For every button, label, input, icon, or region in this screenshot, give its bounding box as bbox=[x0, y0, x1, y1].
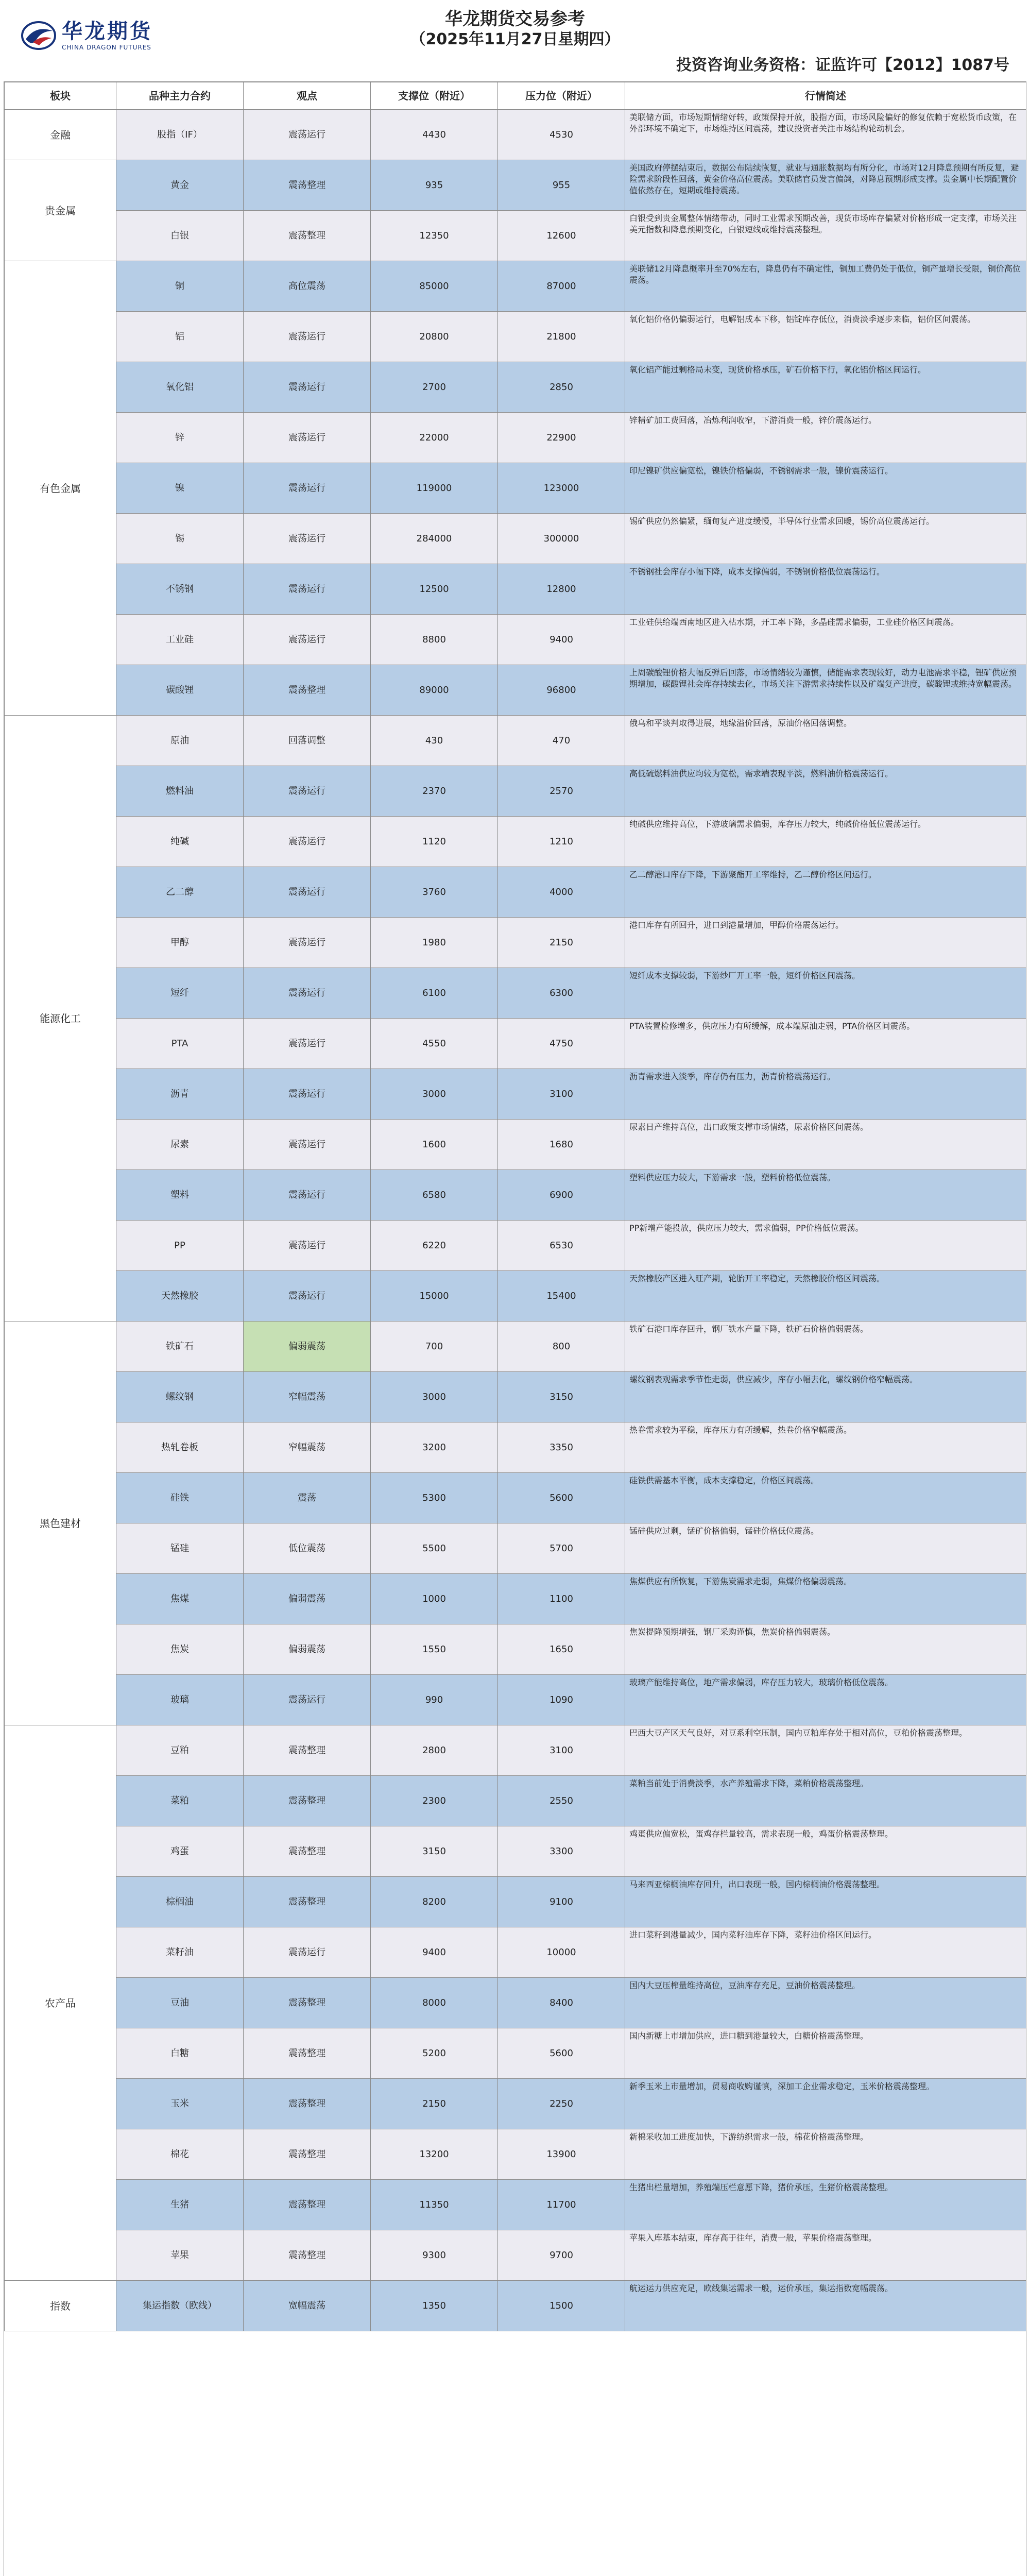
contract-cell: 氧化铝 bbox=[116, 362, 244, 413]
view-cell: 震荡运行 bbox=[244, 1927, 371, 1978]
contract-cell: 天然橡胶 bbox=[116, 1271, 244, 1321]
view-cell: 宽幅震荡 bbox=[244, 2281, 371, 2331]
support-cell: 1120 bbox=[371, 817, 498, 867]
contract-cell: 棉花 bbox=[116, 2129, 244, 2180]
description-cell: 港口库存有所回升，进口到港量增加，甲醇价格震荡运行。 bbox=[625, 918, 1026, 968]
contract-cell: 螺纹钢 bbox=[116, 1372, 244, 1422]
description-cell: 玻璃产能维持高位，地产需求偏弱，库存压力较大，玻璃价格低位震荡。 bbox=[625, 1675, 1026, 1725]
resistance-cell: 12600 bbox=[498, 211, 625, 261]
contract-cell: 棕榈油 bbox=[116, 1877, 244, 1927]
resistance-cell: 300000 bbox=[498, 514, 625, 564]
description-cell: 铁矿石港口库存回升，钢厂铁水产量下降，铁矿石价格偏弱震荡。 bbox=[625, 1321, 1026, 1372]
resistance-cell: 4750 bbox=[498, 1019, 625, 1069]
table-row bbox=[5, 615, 1026, 665]
table-row bbox=[5, 1422, 1026, 1473]
resistance-cell: 21800 bbox=[498, 312, 625, 362]
header-resistance: 压力位（附近） bbox=[498, 82, 625, 110]
description-cell: 上周碳酸锂价格大幅反弹后回落，市场情绪较为谨慎，储能需求表现较好，动力电池需求平稳，锂矿供应预期增加，碳酸锂社会库存持续去化，市场关注下游需求持续性以及矿端复产进度，碳酸锂或维持宽幅震荡。 bbox=[625, 665, 1026, 716]
contract-cell: 硅铁 bbox=[116, 1473, 244, 1523]
view-cell: 震荡运行 bbox=[244, 867, 371, 918]
view-cell: 震荡整理 bbox=[244, 1826, 371, 1877]
view-cell: 震荡整理 bbox=[244, 211, 371, 261]
support-cell: 2150 bbox=[371, 2079, 498, 2129]
document-date: （2025年11月27日星期四） bbox=[410, 30, 620, 48]
view-cell: 低位震荡 bbox=[244, 1523, 371, 1574]
table-row bbox=[5, 312, 1026, 362]
sector-cell: 贵金属 bbox=[5, 160, 116, 261]
resistance-cell: 5600 bbox=[498, 2028, 625, 2079]
header bbox=[0, 0, 1030, 82]
support-cell: 5300 bbox=[371, 1473, 498, 1523]
resistance-cell: 5700 bbox=[498, 1523, 625, 1574]
support-cell: 284000 bbox=[371, 514, 498, 564]
support-cell: 9300 bbox=[371, 2230, 498, 2281]
description-cell: 进口菜籽到港量减少，国内菜籽油库存下降，菜籽油价格区间运行。 bbox=[625, 1927, 1026, 1978]
contract-cell: 碳酸锂 bbox=[116, 665, 244, 716]
contract-cell: 白糖 bbox=[116, 2028, 244, 2079]
table-row bbox=[5, 1978, 1026, 2028]
description-cell: 国内新糖上市增加供应，进口糖到港量较大，白糖价格震荡整理。 bbox=[625, 2028, 1026, 2079]
support-cell: 3000 bbox=[371, 1069, 498, 1120]
resistance-cell: 123000 bbox=[498, 463, 625, 514]
table-row bbox=[5, 362, 1026, 413]
view-cell: 震荡整理 bbox=[244, 665, 371, 716]
support-cell: 13200 bbox=[371, 2129, 498, 2180]
description-cell: 尿素日产维持高位，出口政策支撑市场情绪，尿素价格区间震荡。 bbox=[625, 1120, 1026, 1170]
description-cell: 美联储12月降息概率升至70%左右，降息仍有不确定性，铜加工费仍处于低位，铜产量增长受限，铜价高位震荡。 bbox=[625, 261, 1026, 312]
support-cell: 700 bbox=[371, 1321, 498, 1372]
support-cell: 6220 bbox=[371, 1221, 498, 1271]
contract-cell: 乙二醇 bbox=[116, 867, 244, 918]
resistance-cell: 4530 bbox=[498, 110, 625, 160]
view-cell: 震荡运行 bbox=[244, 463, 371, 514]
contract-cell: 黄金 bbox=[116, 160, 244, 211]
contract-cell: 生猪 bbox=[116, 2180, 244, 2230]
table-row bbox=[5, 514, 1026, 564]
support-cell: 3150 bbox=[371, 1826, 498, 1877]
support-cell: 6100 bbox=[371, 968, 498, 1019]
contract-cell: 燃料油 bbox=[116, 766, 244, 817]
support-cell: 12350 bbox=[371, 211, 498, 261]
resistance-cell: 2570 bbox=[498, 766, 625, 817]
description-cell: 工业硅供给端西南地区进入枯水期，开工率下降，多晶硅需求偏弱，工业硅价格区间震荡。 bbox=[625, 615, 1026, 665]
table-row bbox=[5, 716, 1026, 766]
view-cell: 震荡运行 bbox=[244, 615, 371, 665]
description-cell: 美联储方面，市场短期情绪好转，政策保持开放，股指方面，市场风险偏好的修复依赖于宽松货币政策，在外部环境不确定下，市场维持区间震荡，建议投资者关注市场结构轮动机会。 bbox=[625, 110, 1026, 160]
contract-cell: 玻璃 bbox=[116, 1675, 244, 1725]
support-cell: 22000 bbox=[371, 413, 498, 463]
resistance-cell: 6900 bbox=[498, 1170, 625, 1221]
contract-cell: 苹果 bbox=[116, 2230, 244, 2281]
table-row bbox=[5, 261, 1026, 312]
view-cell: 高位震荡 bbox=[244, 261, 371, 312]
view-cell: 震荡运行 bbox=[244, 766, 371, 817]
resistance-cell: 15400 bbox=[498, 1271, 625, 1321]
table-row bbox=[5, 211, 1026, 261]
support-cell: 119000 bbox=[371, 463, 498, 514]
contract-cell: 铁矿石 bbox=[116, 1321, 244, 1372]
view-cell: 震荡整理 bbox=[244, 2079, 371, 2129]
table-row bbox=[5, 1372, 1026, 1422]
resistance-cell: 6530 bbox=[498, 1221, 625, 1271]
table-row bbox=[5, 2079, 1026, 2129]
support-cell: 8200 bbox=[371, 1877, 498, 1927]
logo-english-name: CHINA DRAGON FUTURES bbox=[62, 44, 151, 51]
description-cell: 菜粕当前处于消费淡季，水产养殖需求下降，菜粕价格震荡整理。 bbox=[625, 1776, 1026, 1826]
sector-cell: 黑色建材 bbox=[5, 1321, 116, 1725]
header-support: 支撑位（附近） bbox=[371, 82, 498, 110]
resistance-cell: 3150 bbox=[498, 1372, 625, 1422]
description-cell: 氧化铝价格仍偏弱运行，电解铝成本下移，铝锭库存低位，消费淡季逐步来临，铝价区间震荡。 bbox=[625, 312, 1026, 362]
support-cell: 11350 bbox=[371, 2180, 498, 2230]
view-cell: 震荡整理 bbox=[244, 2180, 371, 2230]
view-cell: 震荡运行 bbox=[244, 564, 371, 615]
view-cell: 震荡整理 bbox=[244, 1725, 371, 1776]
table-row bbox=[5, 1725, 1026, 1776]
contract-cell: 玉米 bbox=[116, 2079, 244, 2129]
resistance-cell: 9700 bbox=[498, 2230, 625, 2281]
contract-cell: 工业硅 bbox=[116, 615, 244, 665]
contract-cell: 焦炭 bbox=[116, 1624, 244, 1675]
table-row bbox=[5, 968, 1026, 1019]
contract-cell: 尿素 bbox=[116, 1120, 244, 1170]
contract-cell: 原油 bbox=[116, 716, 244, 766]
support-cell: 8800 bbox=[371, 615, 498, 665]
table-row bbox=[5, 1776, 1026, 1826]
contract-cell: 鸡蛋 bbox=[116, 1826, 244, 1877]
resistance-cell: 1090 bbox=[498, 1675, 625, 1725]
table-row bbox=[5, 564, 1026, 615]
resistance-cell: 1210 bbox=[498, 817, 625, 867]
view-cell: 窄幅震荡 bbox=[244, 1422, 371, 1473]
reference-table bbox=[4, 81, 1026, 2576]
resistance-cell: 3100 bbox=[498, 1725, 625, 1776]
resistance-cell: 2850 bbox=[498, 362, 625, 413]
table-header-row bbox=[5, 82, 1026, 110]
description-cell: 焦炭提降预期增强，钢厂采购谨慎，焦炭价格偏弱震荡。 bbox=[625, 1624, 1026, 1675]
resistance-cell: 2150 bbox=[498, 918, 625, 968]
description-cell: 新季玉米上市量增加，贸易商收购谨慎，深加工企业需求稳定，玉米价格震荡整理。 bbox=[625, 2079, 1026, 2129]
support-cell: 2800 bbox=[371, 1725, 498, 1776]
view-cell: 震荡运行 bbox=[244, 1221, 371, 1271]
table-row bbox=[5, 766, 1026, 817]
table-row bbox=[5, 1473, 1026, 1523]
description-cell: 马来西亚棕榈油库存回升，出口表现一般，国内棕榈油价格震荡整理。 bbox=[625, 1877, 1026, 1927]
support-cell: 20800 bbox=[371, 312, 498, 362]
table-row bbox=[5, 2028, 1026, 2079]
support-cell: 85000 bbox=[371, 261, 498, 312]
view-cell: 震荡运行 bbox=[244, 1271, 371, 1321]
contract-cell: 锡 bbox=[116, 514, 244, 564]
contract-cell: 股指（IF） bbox=[116, 110, 244, 160]
support-cell: 5500 bbox=[371, 1523, 498, 1574]
resistance-cell: 5600 bbox=[498, 1473, 625, 1523]
table-row bbox=[5, 1574, 1026, 1624]
contract-cell: 锰硅 bbox=[116, 1523, 244, 1574]
description-cell: 锌精矿加工费回落，冶炼利润收窄，下游消费一般，锌价震荡运行。 bbox=[625, 413, 1026, 463]
description-cell: 白银受到贵金属整体情绪带动，同时工业需求预期改善，现货市场库存偏紧对价格形成一定支撑，市场关注美元指数和降息预期变化，白银短线或维持震荡整理。 bbox=[625, 211, 1026, 261]
description-cell: 天然橡胶产区进入旺产期，轮胎开工率稳定，天然橡胶价格区间震荡。 bbox=[625, 1271, 1026, 1321]
description-cell: 螺纹钢表观需求季节性走弱，供应减少，库存小幅去化，螺纹钢价格窄幅震荡。 bbox=[625, 1372, 1026, 1422]
view-cell: 震荡整理 bbox=[244, 1877, 371, 1927]
table-row bbox=[5, 1221, 1026, 1271]
view-cell: 震荡运行 bbox=[244, 1069, 371, 1120]
description-cell: 俄乌和平谈判取得进展，地缘溢价回落，原油价格回落调整。 bbox=[625, 716, 1026, 766]
table-row bbox=[5, 1019, 1026, 1069]
view-cell: 震荡整理 bbox=[244, 2230, 371, 2281]
resistance-cell: 13900 bbox=[498, 2129, 625, 2180]
table-row bbox=[5, 1120, 1026, 1170]
description-cell: 美国政府停摆结束后，数据公布陆续恢复，就业与通胀数据均有所分化，市场对12月降息预期有所反复，避险需求阶段性回落，黄金价格高位震荡。美联储官员发言偏鸽，对降息预期形成支撑。贵金属中长期配置价值依然存在，短期或维持震荡。 bbox=[625, 160, 1026, 211]
view-cell: 回落调整 bbox=[244, 716, 371, 766]
header-description: 行情简述 bbox=[625, 82, 1026, 110]
view-cell: 震荡运行 bbox=[244, 918, 371, 968]
support-cell: 1550 bbox=[371, 1624, 498, 1675]
resistance-cell: 8400 bbox=[498, 1978, 625, 2028]
header-sector: 板块 bbox=[5, 82, 116, 110]
table-row bbox=[5, 1069, 1026, 1120]
table-row bbox=[5, 867, 1026, 918]
contract-cell: 热轧卷板 bbox=[116, 1422, 244, 1473]
view-cell: 震荡整理 bbox=[244, 1776, 371, 1826]
description-cell: 高低硫燃料油供应均较为宽松，需求端表现平淡，燃料油价格震荡运行。 bbox=[625, 766, 1026, 817]
logo-chinese-name: 华龙期货 bbox=[62, 20, 152, 43]
resistance-cell: 87000 bbox=[498, 261, 625, 312]
contract-cell: 不锈钢 bbox=[116, 564, 244, 615]
view-cell: 偏弱震荡 bbox=[244, 1321, 371, 1372]
view-cell: 窄幅震荡 bbox=[244, 1372, 371, 1422]
view-cell: 震荡整理 bbox=[244, 2129, 371, 2180]
table-row bbox=[5, 1271, 1026, 1321]
table-row bbox=[5, 1624, 1026, 1675]
header-view: 观点 bbox=[244, 82, 371, 110]
resistance-cell: 6300 bbox=[498, 968, 625, 1019]
resistance-cell: 12800 bbox=[498, 564, 625, 615]
contract-cell: 铝 bbox=[116, 312, 244, 362]
support-cell: 3200 bbox=[371, 1422, 498, 1473]
support-cell: 2300 bbox=[371, 1776, 498, 1826]
description-cell: 热卷需求较为平稳，库存压力有所缓解，热卷价格窄幅震荡。 bbox=[625, 1422, 1026, 1473]
description-cell: 新棉采收加工进度加快，下游纺织需求一般，棉花价格震荡整理。 bbox=[625, 2129, 1026, 2180]
description-cell: 苹果入库基本结束，库存高于往年，消费一般，苹果价格震荡整理。 bbox=[625, 2230, 1026, 2281]
table-row bbox=[5, 1927, 1026, 1978]
support-cell: 430 bbox=[371, 716, 498, 766]
view-cell: 震荡 bbox=[244, 1473, 371, 1523]
view-cell: 震荡整理 bbox=[244, 1978, 371, 2028]
table-row bbox=[5, 2281, 1026, 2331]
resistance-cell: 1100 bbox=[498, 1574, 625, 1624]
view-cell: 震荡运行 bbox=[244, 413, 371, 463]
view-cell: 震荡运行 bbox=[244, 312, 371, 362]
resistance-cell: 9400 bbox=[498, 615, 625, 665]
support-cell: 2700 bbox=[371, 362, 498, 413]
support-cell: 5200 bbox=[371, 2028, 498, 2079]
sector-cell: 有色金属 bbox=[5, 261, 116, 716]
table-row bbox=[5, 413, 1026, 463]
support-cell: 89000 bbox=[371, 665, 498, 716]
view-cell: 震荡运行 bbox=[244, 968, 371, 1019]
description-cell: 焦煤供应有所恢复，下游焦炭需求走弱，焦煤价格偏弱震荡。 bbox=[625, 1574, 1026, 1624]
support-cell: 1980 bbox=[371, 918, 498, 968]
table-row bbox=[5, 1170, 1026, 1221]
table-row bbox=[5, 817, 1026, 867]
contract-cell: 白银 bbox=[116, 211, 244, 261]
view-cell: 震荡运行 bbox=[244, 362, 371, 413]
view-cell: 震荡运行 bbox=[244, 1675, 371, 1725]
table-row bbox=[5, 160, 1026, 211]
resistance-cell: 22900 bbox=[498, 413, 625, 463]
view-cell: 震荡运行 bbox=[244, 514, 371, 564]
description-cell: 氧化铝产能过剩格局未变，现货价格承压，矿石价格下行，氧化铝价格区间运行。 bbox=[625, 362, 1026, 413]
resistance-cell: 4000 bbox=[498, 867, 625, 918]
resistance-cell: 800 bbox=[498, 1321, 625, 1372]
description-cell: 纯碱供应维持高位，下游玻璃需求偏弱，库存压力较大，纯碱价格低位震荡运行。 bbox=[625, 817, 1026, 867]
view-cell: 偏弱震荡 bbox=[244, 1574, 371, 1624]
view-cell: 震荡运行 bbox=[244, 1120, 371, 1170]
description-cell: 锰硅供应过剩，锰矿价格偏弱，锰硅价格低位震荡。 bbox=[625, 1523, 1026, 1574]
resistance-cell: 3300 bbox=[498, 1826, 625, 1877]
table-row bbox=[5, 110, 1026, 160]
contract-cell: PTA bbox=[116, 1019, 244, 1069]
support-cell: 4550 bbox=[371, 1019, 498, 1069]
description-cell: 国内大豆压榨量维持高位，豆油库存充足，豆油价格震荡整理。 bbox=[625, 1978, 1026, 2028]
contract-cell: 豆油 bbox=[116, 1978, 244, 2028]
table-row bbox=[5, 2180, 1026, 2230]
document-title: 华龙期货交易参考 bbox=[445, 9, 585, 29]
support-cell: 3000 bbox=[371, 1372, 498, 1422]
support-cell: 1350 bbox=[371, 2281, 498, 2331]
description-cell: 沥青需求进入淡季，库存仍有压力，沥青价格震荡运行。 bbox=[625, 1069, 1026, 1120]
resistance-cell: 955 bbox=[498, 160, 625, 211]
resistance-cell: 2250 bbox=[498, 2079, 625, 2129]
support-cell: 990 bbox=[371, 1675, 498, 1725]
view-cell: 震荡运行 bbox=[244, 1170, 371, 1221]
contract-cell: 菜粕 bbox=[116, 1776, 244, 1826]
description-cell: 生猪出栏量增加，养殖端压栏意愿下降，猪价承压，生猪价格震荡整理。 bbox=[625, 2180, 1026, 2230]
description-cell: 短纤成本支撑较弱，下游纱厂开工率一般，短纤价格区间震荡。 bbox=[625, 968, 1026, 1019]
table-row bbox=[5, 918, 1026, 968]
resistance-cell: 10000 bbox=[498, 1927, 625, 1978]
description-cell: 不锈钢社会库存小幅下降，成本支撑偏弱，不锈钢价格低位震荡运行。 bbox=[625, 564, 1026, 615]
view-cell: 震荡运行 bbox=[244, 1019, 371, 1069]
table-row bbox=[5, 1826, 1026, 1877]
description-cell: 鸡蛋供应偏宽松，蛋鸡存栏量较高，需求表现一般，鸡蛋价格震荡整理。 bbox=[625, 1826, 1026, 1877]
contract-cell: 短纤 bbox=[116, 968, 244, 1019]
support-cell: 2370 bbox=[371, 766, 498, 817]
description-cell: PP新增产能投放，供应压力较大，需求偏弱，PP价格低位震荡。 bbox=[625, 1221, 1026, 1271]
support-cell: 1600 bbox=[371, 1120, 498, 1170]
support-cell: 3760 bbox=[371, 867, 498, 918]
contract-cell: 豆粕 bbox=[116, 1725, 244, 1776]
support-cell: 12500 bbox=[371, 564, 498, 615]
table-row bbox=[5, 1523, 1026, 1574]
sector-cell: 金融 bbox=[5, 110, 116, 160]
support-cell: 6580 bbox=[371, 1170, 498, 1221]
support-cell: 935 bbox=[371, 160, 498, 211]
contract-cell: 塑料 bbox=[116, 1170, 244, 1221]
description-cell: 锡矿供应仍然偏紧，缅甸复产进度缓慢，半导体行业需求回暖，锡价高位震荡运行。 bbox=[625, 514, 1026, 564]
table-row bbox=[5, 1675, 1026, 1725]
contract-cell: 甲醇 bbox=[116, 918, 244, 968]
description-cell: 塑料供应压力较大，下游需求一般，塑料价格低位震荡。 bbox=[625, 1170, 1026, 1221]
description-cell: 印尼镍矿供应偏宽松，镍铁价格偏弱，不锈钢需求一般，镍价震荡运行。 bbox=[625, 463, 1026, 514]
contract-cell: 焦煤 bbox=[116, 1574, 244, 1624]
description-cell: 航运运力供应充足，欧线集运需求一般，运价承压，集运指数宽幅震荡。 bbox=[625, 2281, 1026, 2331]
contract-cell: 锌 bbox=[116, 413, 244, 463]
contract-cell: 菜籽油 bbox=[116, 1927, 244, 1978]
resistance-cell: 2550 bbox=[498, 1776, 625, 1826]
contract-cell: 铜 bbox=[116, 261, 244, 312]
sector-cell: 农产品 bbox=[5, 1725, 116, 2281]
header-contract: 品种主力合约 bbox=[116, 82, 244, 110]
contract-cell: 沥青 bbox=[116, 1069, 244, 1120]
view-cell: 震荡整理 bbox=[244, 160, 371, 211]
table-row bbox=[5, 665, 1026, 716]
table-row bbox=[5, 463, 1026, 514]
table-row bbox=[5, 2230, 1026, 2281]
description-cell: 硅铁供需基本平衡，成本支撑稳定，价格区间震荡。 bbox=[625, 1473, 1026, 1523]
resistance-cell: 9100 bbox=[498, 1877, 625, 1927]
description-cell: 乙二醇港口库存下降，下游聚酯开工率维持，乙二醇价格区间运行。 bbox=[625, 867, 1026, 918]
description-cell: 巴西大豆产区天气良好，对豆系利空压制，国内豆粕库存处于相对高位，豆粕价格震荡整理。 bbox=[625, 1725, 1026, 1776]
support-cell: 4430 bbox=[371, 110, 498, 160]
contract-cell: 镍 bbox=[116, 463, 244, 514]
support-cell: 9400 bbox=[371, 1927, 498, 1978]
resistance-cell: 3350 bbox=[498, 1422, 625, 1473]
resistance-cell: 3100 bbox=[498, 1069, 625, 1120]
description-cell: PTA装置检修增多，供应压力有所缓解，成本端原油走弱，PTA价格区间震荡。 bbox=[625, 1019, 1026, 1069]
resistance-cell: 470 bbox=[498, 716, 625, 766]
view-cell: 震荡运行 bbox=[244, 817, 371, 867]
contract-cell: 纯碱 bbox=[116, 817, 244, 867]
view-cell: 震荡整理 bbox=[244, 2028, 371, 2079]
resistance-cell: 11700 bbox=[498, 2180, 625, 2230]
resistance-cell: 1680 bbox=[498, 1120, 625, 1170]
contract-cell: PP bbox=[116, 1221, 244, 1271]
resistance-cell: 1500 bbox=[498, 2281, 625, 2331]
support-cell: 1000 bbox=[371, 1574, 498, 1624]
resistance-cell: 96800 bbox=[498, 665, 625, 716]
table-row bbox=[5, 1877, 1026, 1927]
sector-cell: 指数 bbox=[5, 2281, 116, 2331]
sector-cell: 能源化工 bbox=[5, 716, 116, 1321]
view-cell: 偏弱震荡 bbox=[244, 1624, 371, 1675]
contract-cell: 集运指数（欧线） bbox=[116, 2281, 244, 2331]
support-cell: 8000 bbox=[371, 1978, 498, 2028]
resistance-cell: 1650 bbox=[498, 1624, 625, 1675]
table-row bbox=[5, 1321, 1026, 1372]
table-row bbox=[5, 2129, 1026, 2180]
support-cell: 15000 bbox=[371, 1271, 498, 1321]
view-cell: 震荡运行 bbox=[244, 110, 371, 160]
license-info: 投资咨询业务资格：证监许可【2012】1087号 bbox=[676, 56, 1009, 74]
